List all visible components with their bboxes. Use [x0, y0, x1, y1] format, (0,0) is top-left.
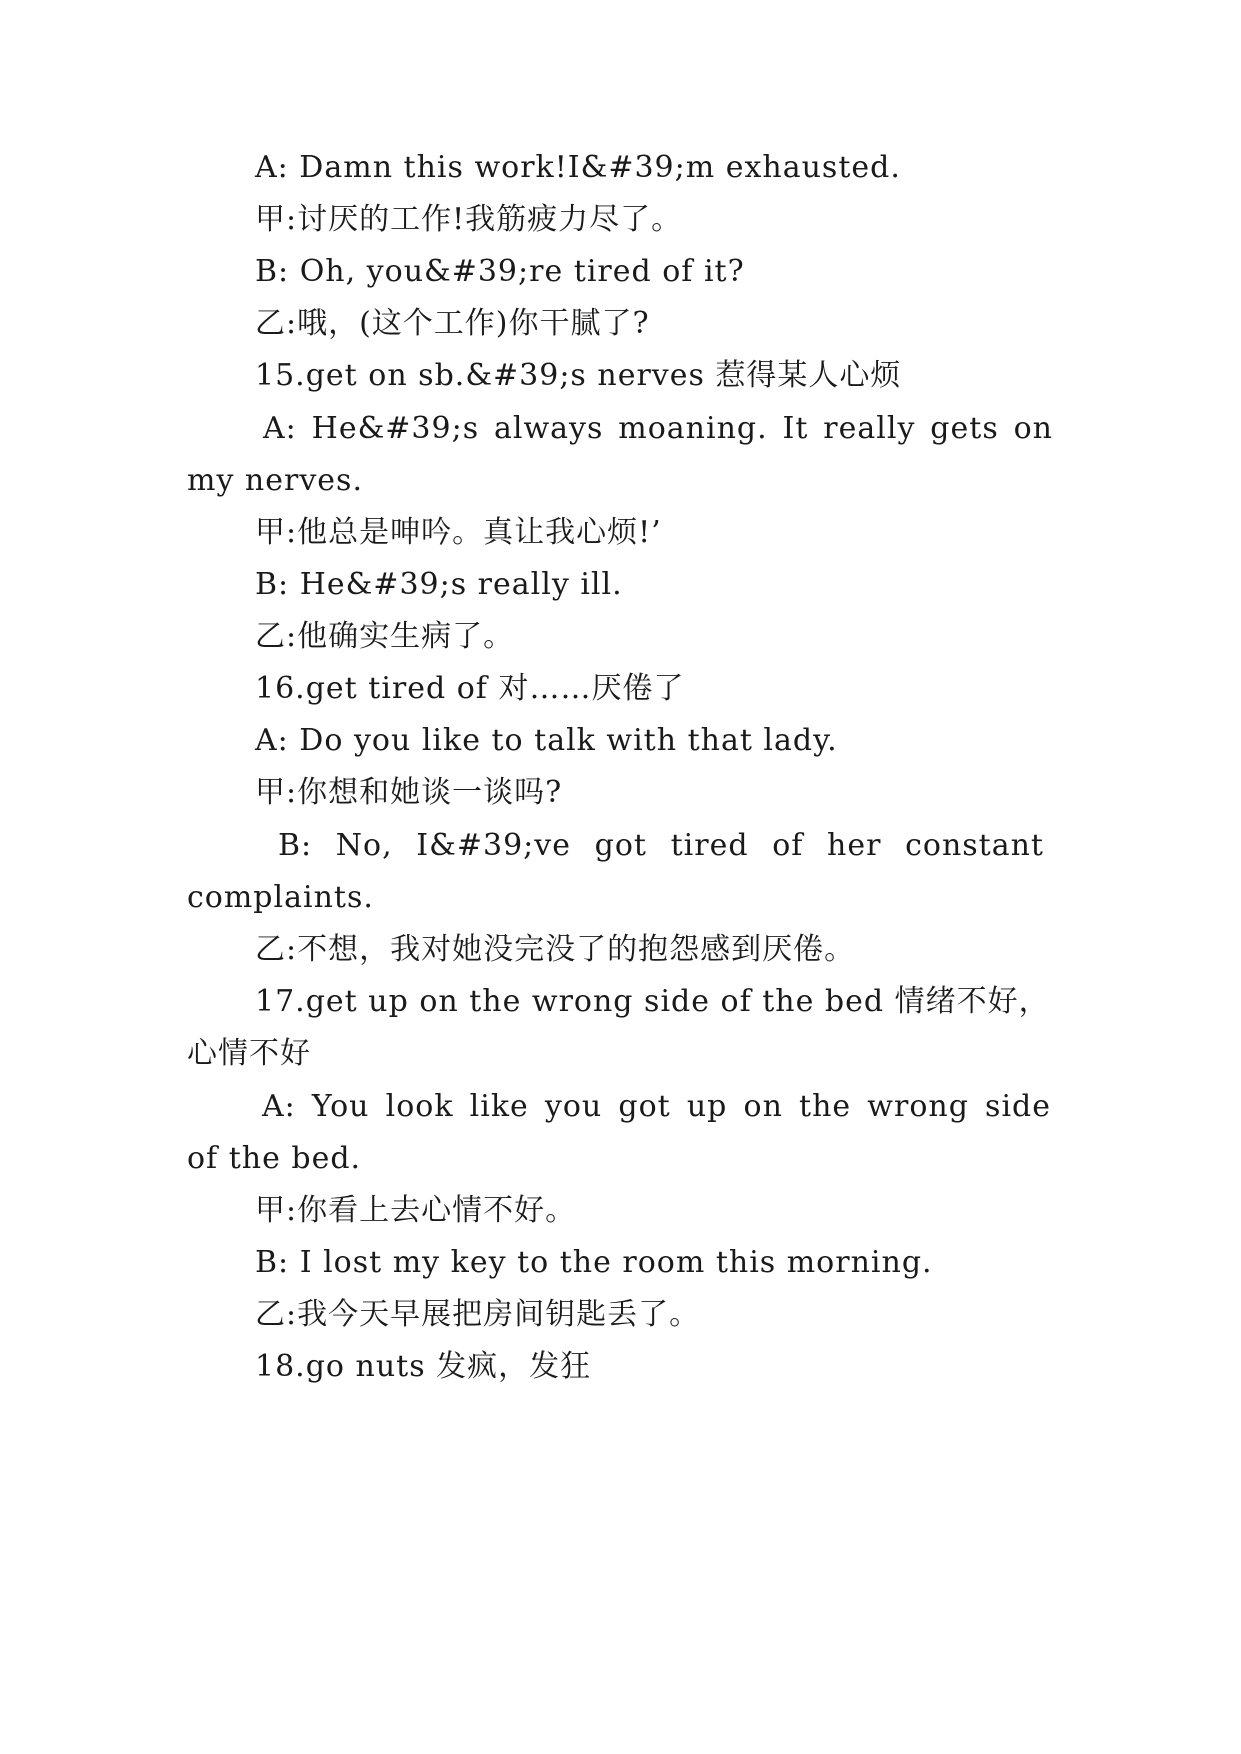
dialogue-line-b: B: No, I&#39;ve got tired of her constant	[278, 828, 1044, 863]
dialogue-line-a: A: Do you like to talk with that lady.	[255, 723, 838, 758]
dialogue-line-jia: 甲:你想和她谈一谈吗?	[255, 775, 563, 810]
phrase-heading-16: 16.get tired of 对……厌倦了	[255, 671, 685, 706]
dialogue-line-b: B: Oh, you&#39;re tired of it?	[255, 254, 745, 289]
dialogue-line-a: A: You look like you got up on the wrong side	[262, 1089, 1051, 1124]
dialogue-line-jia: 甲:他总是呻吟。真让我心烦!’	[255, 515, 662, 550]
dialogue-line-yi: 乙:我今天早展把房间钥匙丢了。	[255, 1297, 701, 1332]
dialogue-line-yi: 乙:不想，我对她没完没了的抱怨感到厌倦。	[255, 932, 856, 967]
dialogue-line-continuation: complaints.	[187, 880, 374, 915]
dialogue-line-yi: 乙:他确实生病了。	[255, 619, 515, 654]
dialogue-line-b: B: I lost my key to the room this morning.	[255, 1245, 933, 1280]
dialogue-line-jia: 甲:你看上去心情不好。	[255, 1193, 577, 1228]
dialogue-line-continuation: of the bed.	[187, 1141, 362, 1176]
dialogue-line-jia: 甲:讨厌的工作!我筋疲力尽了。	[255, 202, 683, 237]
phrase-heading-15: 15.get on sb.&#39;s nerves 惹得某人心烦	[255, 358, 902, 393]
phrase-heading-continuation: 心情不好	[187, 1036, 311, 1071]
dialogue-line-a: A: Damn this work!I&#39;m exhausted.	[255, 150, 901, 185]
phrase-heading-17: 17.get up on the wrong side of the bed 情绪不好，	[255, 984, 1050, 1019]
dialogue-line-b: B: He&#39;s really ill.	[255, 567, 623, 602]
dialogue-line-continuation: my nerves.	[187, 463, 363, 498]
dialogue-line-a: A: He&#39;s always moaning. It really gets on	[263, 411, 1053, 446]
phrase-heading-18: 18.go nuts 发疯，发狂	[255, 1349, 592, 1384]
dialogue-line-yi: 乙:哦，(这个工作)你干腻了?	[255, 306, 650, 341]
